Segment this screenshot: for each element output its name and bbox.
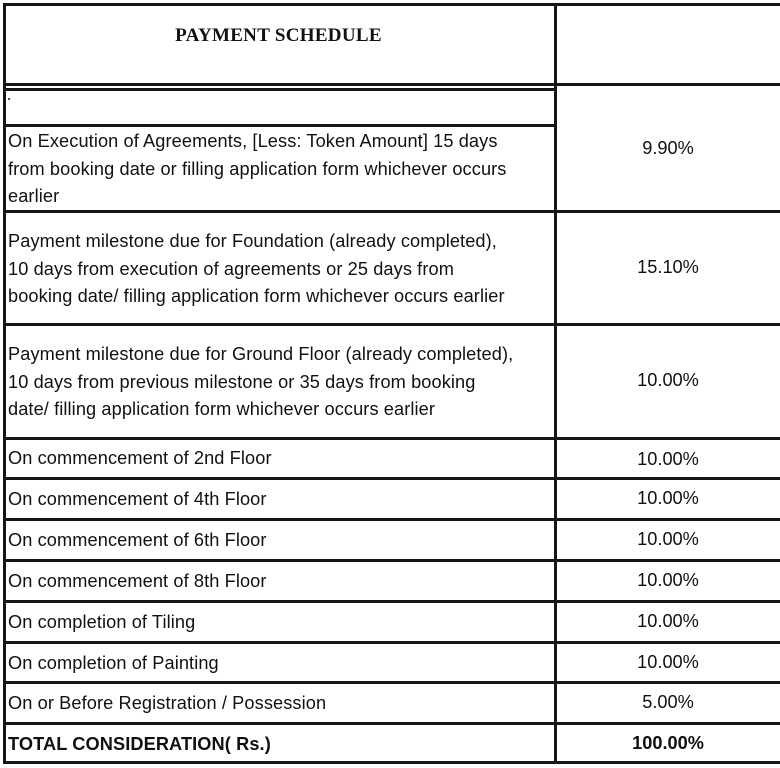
row-description: On completion of Tiling (8, 612, 196, 632)
rule (3, 559, 780, 562)
rule (3, 518, 780, 521)
rule (3, 477, 780, 480)
row-percentage: 5.00% (642, 692, 694, 712)
row-percentage: 10.00% (637, 570, 699, 590)
rule (3, 3, 6, 764)
row-percentage: 10.00% (637, 488, 699, 508)
row-description: Payment milestone due for Ground Floor (already completed), 10 days from previous milestone or 35 days from booking date/ filling application form whichever occurs earlier (8, 344, 514, 419)
row-description: On Execution of Agreements, [Less: Token Amount] 15 days from booking date or filling application form whichever occurs earlier (8, 131, 507, 206)
rule (3, 722, 780, 725)
row-description: On or Before Registration / Possession (8, 693, 327, 713)
rule (3, 641, 780, 644)
row-description: On commencement of 4th Floor (8, 489, 267, 509)
rule (3, 3, 780, 6)
row-description: On commencement of 8th Floor (8, 571, 267, 591)
row-percentage: 10.00% (637, 652, 699, 672)
row-percentage: 10.00% (637, 529, 699, 549)
rule (3, 323, 780, 326)
rule (3, 124, 554, 127)
row-description: On commencement of 6th Floor (8, 530, 267, 550)
row-percentage: 9.90% (642, 138, 694, 158)
row-percentage: 10.00% (637, 449, 699, 469)
total-percentage: 100.00% (632, 733, 704, 753)
row-percentage: 10.00% (637, 370, 699, 390)
table-title: PAYMENT SCHEDULE (175, 25, 382, 46)
row-description: On completion of Painting (8, 653, 219, 673)
rule (3, 83, 780, 86)
row-percentage: 10.00% (637, 611, 699, 631)
total-label: TOTAL CONSIDERATION( Rs.) (8, 734, 271, 754)
row-description: Payment milestone due for Foundation (already completed), 10 days from execution of agreements or 25 days from booking date/ filling application form whichever occurs earlier (8, 231, 505, 306)
rule (3, 437, 780, 440)
row-percentage: 15.10% (637, 257, 699, 277)
rule (3, 681, 780, 684)
rule (3, 600, 780, 603)
row-description: On commencement of 2nd Floor (8, 448, 272, 468)
rule (3, 88, 554, 91)
blank-row-mark (8, 98, 10, 100)
rule (3, 761, 780, 764)
